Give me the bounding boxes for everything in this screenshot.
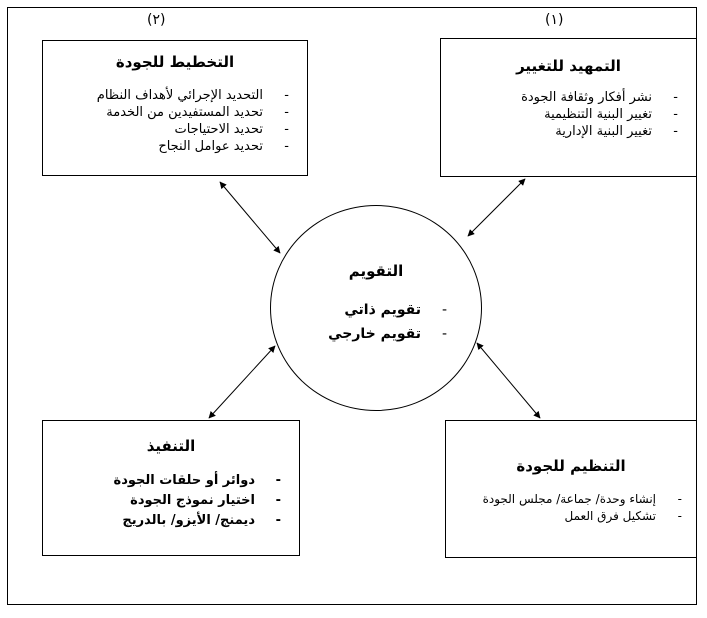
evaluation-title: التقويم bbox=[348, 262, 404, 280]
arrow-bottom-right bbox=[477, 343, 540, 418]
step-number-1: (١) bbox=[545, 12, 564, 28]
list-item: -تشكيل فرق العمل bbox=[564, 509, 682, 523]
implementation-title: التنفيذ bbox=[146, 437, 196, 455]
step-number-2: (٢) bbox=[147, 12, 166, 28]
list-item: -تغيير البنية الإدارية bbox=[555, 124, 678, 139]
list-item: -تقويم ذاتي bbox=[328, 298, 447, 322]
bullet-dash: - bbox=[673, 107, 678, 122]
list-item: -تحديد عوامل النجاح bbox=[158, 139, 289, 154]
bullet-dash: - bbox=[275, 473, 281, 488]
planning-title: التخطيط للجودة bbox=[115, 53, 235, 71]
arrow-top-left bbox=[220, 182, 280, 253]
bullet-dash: - bbox=[677, 492, 682, 506]
list-item: -التحديد الإجرائي لأهداف النظام bbox=[96, 88, 289, 103]
list-item: -تقويم خارجي bbox=[328, 322, 447, 346]
arrow-top-right bbox=[468, 179, 525, 236]
bullet-dash: - bbox=[441, 326, 447, 342]
list-item: -اختيار نموذج الجودة bbox=[43, 491, 281, 511]
preparation-title: التمهيد للتغيير bbox=[516, 57, 621, 75]
organization-title: التنظيم للجودة bbox=[516, 457, 626, 475]
list-item: -تحديد المستفيدين من الخدمة bbox=[106, 105, 289, 120]
bullet-dash: - bbox=[673, 124, 678, 139]
list-item: -نشر أفكار وثقافة الجودة bbox=[521, 90, 678, 105]
bullet-dash: - bbox=[284, 122, 289, 137]
list-item: -ديمنج/ الأيزو/ بالدريج bbox=[43, 511, 281, 531]
bullet-dash: - bbox=[441, 302, 447, 318]
bullet-dash: - bbox=[275, 513, 281, 528]
bullet-dash: - bbox=[673, 90, 678, 105]
bullet-dash: - bbox=[284, 105, 289, 120]
arrow-bottom-left bbox=[209, 346, 275, 418]
list-item: -إنشاء وحدة/ جماعة/ مجلس الجودة bbox=[482, 492, 682, 506]
bullet-dash: - bbox=[677, 509, 682, 523]
list-item: -دوائر أو حلقات الجودة bbox=[43, 471, 281, 491]
bullet-dash: - bbox=[275, 493, 281, 508]
list-item: -تغيير البنية التنظيمية bbox=[544, 107, 678, 122]
list-item: -تحديد الاحتياجات bbox=[174, 122, 289, 137]
bullet-dash: - bbox=[284, 139, 289, 154]
bullet-dash: - bbox=[284, 88, 289, 103]
